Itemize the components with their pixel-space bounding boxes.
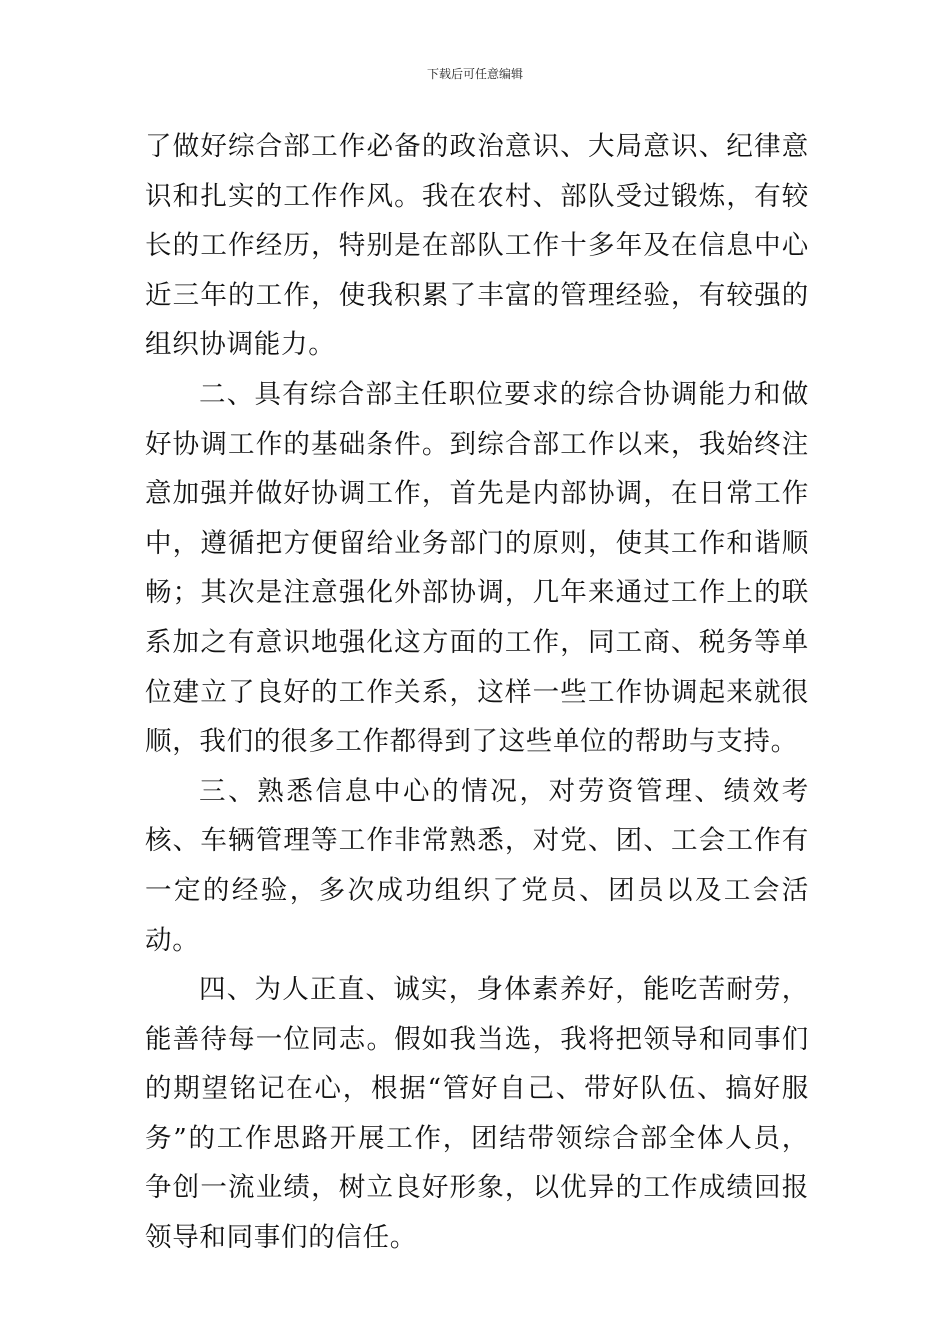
paragraph-point-three: 三、熟悉信息中心的情况，对劳资管理、绩效考核、车辆管理等工作非常熟悉，对党、团、工会工作有一定的经验，多次成功组织了党员、团员以及工会活动。 [145, 775, 809, 956]
paragraph-point-four: 四、为人正直、诚实，身体素养好，能吃苦耐劳，能善待每一位同志。假如我当选，我将把领导和同事们的期望铭记在心，根据“管好自己、带好队伍、搞好服务”的工作思路开展工作，团结带领综合部全体人员，争创一流业绩，树立良好形象，以优异的工作成绩回报领导和同事们的信任。 [145, 974, 809, 1254]
page-header: 下载后可任意编辑 [426, 67, 523, 81]
paragraph-point-two: 二、具有综合部主任职位要求的综合协调能力和做好协调工作的基础条件。到综合部工作以来，我始终注意加强并做好协调工作，首先是内部协调，在日常工作中，遵循把方便留给业务部门的原则，使其工作和谐顺畅；其次是注意强化外部协调，几年来通过工作上的联系加之有意识地强化这方面的工作，同工商、税务等单位建立了良好的工作关系，这样一些工作协调起来就很顺，我们的很多工作都得到了这些单位的帮助与支持。 [145, 378, 809, 758]
document-body [145, 122, 809, 1263]
paragraph-continuation: 了做好综合部工作必备的政治意识、大局意识、纪律意识和扎实的工作作风。我在农村、部队受过锻炼，有较长的工作经历，特别是在部队工作十多年及在信息中心近三年的工作，使我积累了丰富的管理经验，有较强的组织协调能力。 [145, 131, 809, 361]
